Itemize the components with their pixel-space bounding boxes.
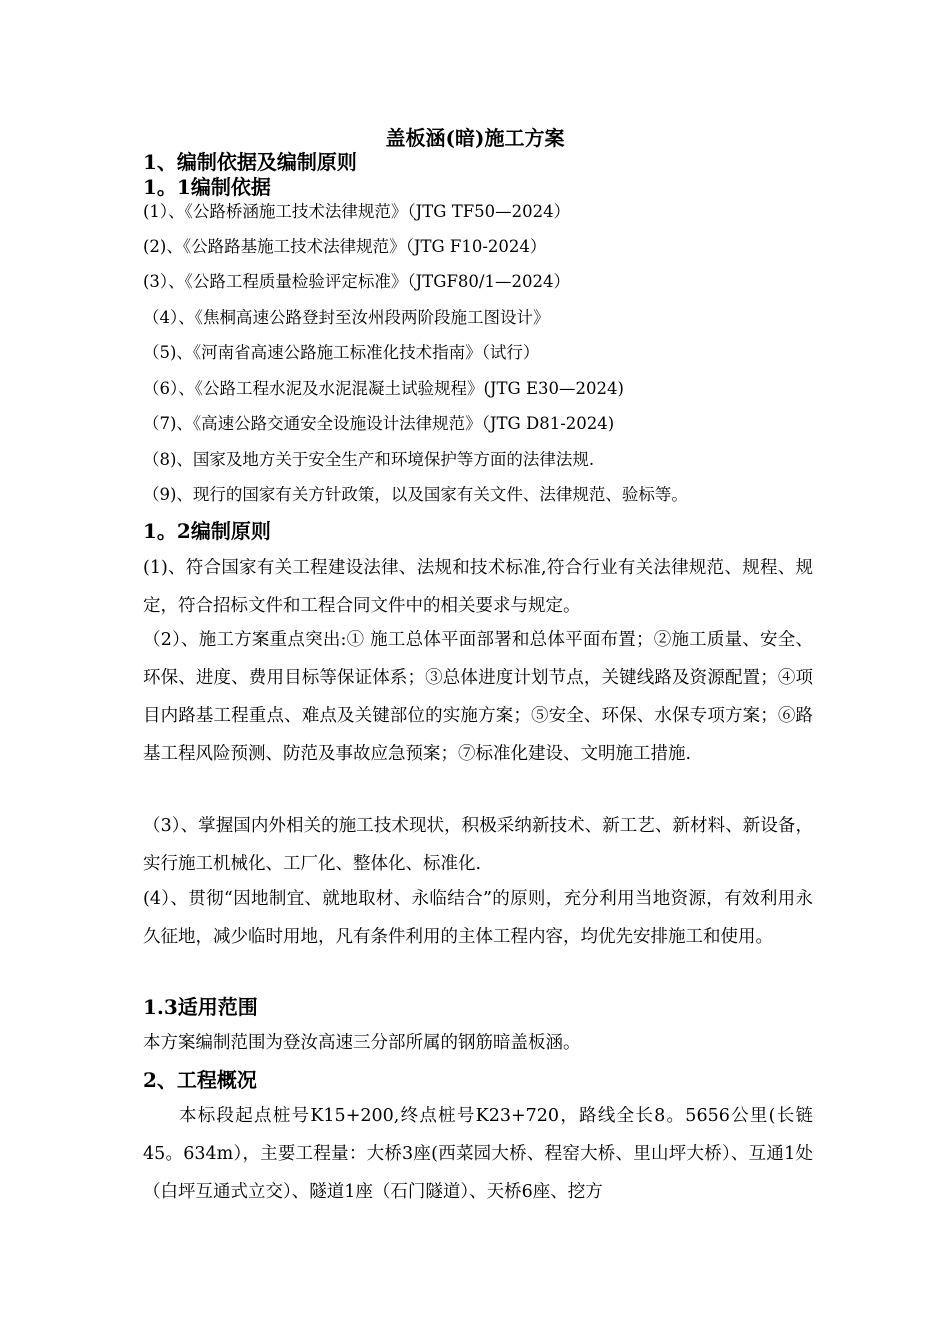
basis-item: （5)、《河南省高速公路施工标准化技术指南》（试行） xyxy=(143,343,540,362)
section-1-3-heading: 1.3适用范围 xyxy=(143,995,258,1019)
scope-paragraph: 本方案编制范围为登汝高速三分部所属的钢筋暗盖板涵。 xyxy=(143,1033,581,1053)
overview-paragraph: 本标段起点桩号K15+200,终点桩号K23+720，路线全长8。5656公里(长链45。634m），主要工程量：大桥3座(西菜园大桥、程窑大桥、里山坪大桥）、互通1处（白坪互通式立交）、隧道1座（石门隧道）、天桥6座、挖方 xyxy=(143,1106,813,1202)
basis-item: （8)、国家及地方关于安全生产和环境保护等方面的法律法规. xyxy=(143,450,595,469)
basis-item: (2)、《公路路基施工技术法律规范》（JTG F10-2024） xyxy=(143,237,547,256)
basis-item: （4）、《焦桐高速公路登封至汝州段两阶段施工图设计》 xyxy=(143,308,550,327)
principle-paragraph: （2）、施工方案重点突出:① 施工总体平面部署和总体平面布置；②施工质量、安全、环保、进度、费用目标等保证体系；③总体进度计划节点，关键线路及资源配置；④项目内路基工程重点、难点及关键部位的实施方案；⑤安全、环保、水保专项方案；⑥路基工程风险预测、防范及事故应急预案；⑦标准化建设、文明施工措施. xyxy=(143,630,813,764)
section-1-1-heading: 1。1编制依据 xyxy=(143,175,271,199)
section-1-2-heading: 1。2编制原则 xyxy=(143,519,271,543)
basis-item: (1）、《公路桥涵施工技术法律规范》（JTG TF50—2024） xyxy=(143,202,571,221)
basis-item: （7)、《高速公路交通安全设施设计法律规范》（JTG D81-2024) xyxy=(143,414,615,433)
section-1-heading: 1、编制依据及编制原则 xyxy=(143,150,357,174)
basis-item: (3）、《公路工程质量检验评定标准》（JTGF80/1—2024） xyxy=(143,272,570,291)
principle-paragraph: (1)、符合国家有关工程建设法律、法规和技术标准,符合行业有关法律规范、规程、规定，符合招标文件和工程合同文件中的相关要求与规定。 xyxy=(143,558,813,616)
section-2-heading: 2、工程概况 xyxy=(143,1068,257,1092)
principle-paragraph: (4）、贯彻“因地制宜、就地取材、永临结合”的原则，充分利用当地资源，有效利用永久征地，减少临时用地，凡有条件利用的主体工程内容，均优先安排施工和使用。 xyxy=(143,889,813,947)
document-title: 盖板涵(暗)施工方案 xyxy=(385,126,565,150)
basis-item: （6）、《公路工程水泥及水泥混凝土试验规程》(JTG E30—2024) xyxy=(143,379,624,398)
basis-item: （9)、现行的国家有关方针政策，以及国家有关文件、法律规范、验标等。 xyxy=(143,485,688,504)
principle-paragraph: （3）、掌握国内外相关的施工技术现状，积极采纳新技术、新工艺、新材料、新设备，实行施工机械化、工厂化、整体化、标准化. xyxy=(143,816,813,874)
